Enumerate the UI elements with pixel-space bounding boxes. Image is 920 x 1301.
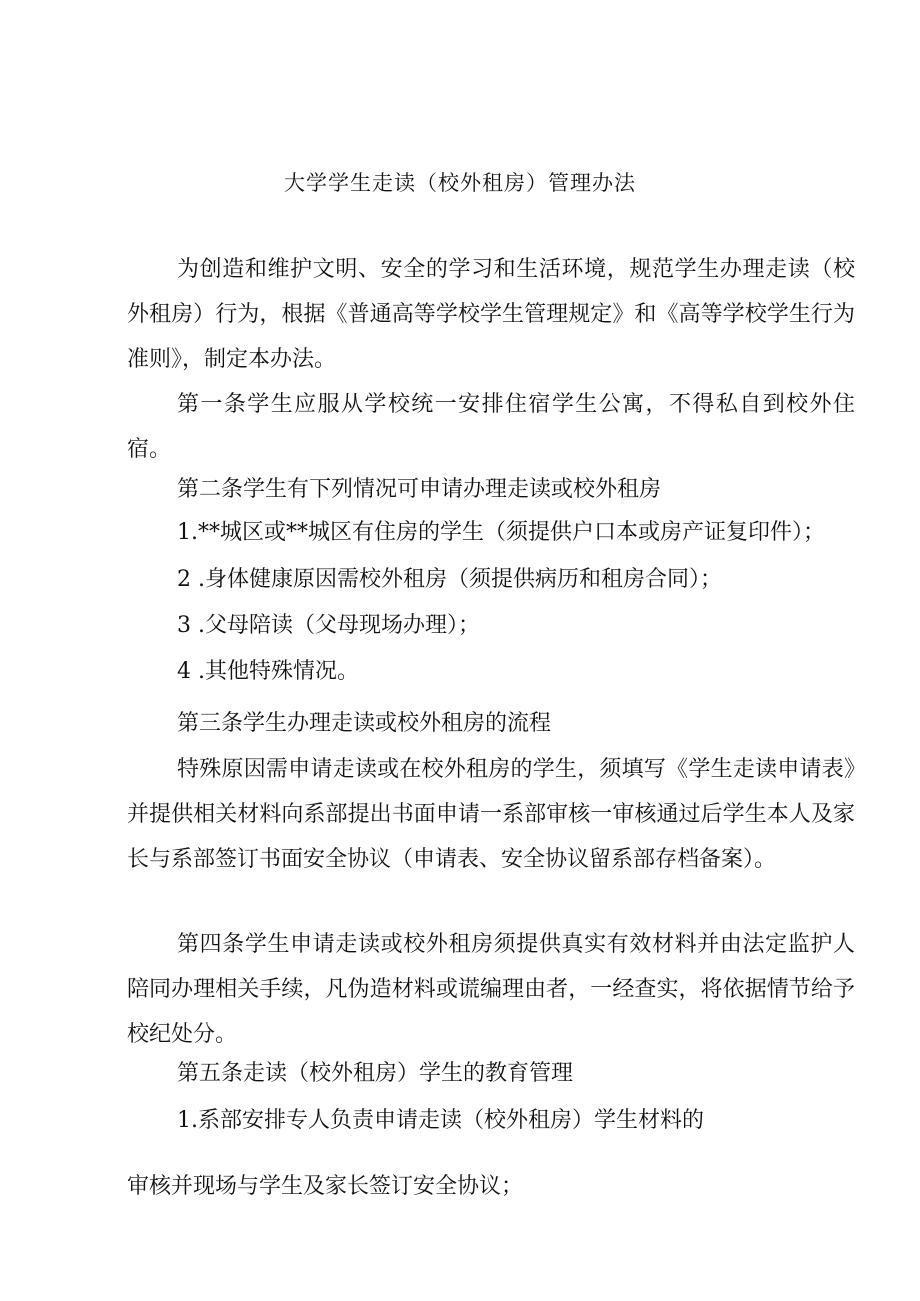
- article-2-item-3: 3 .父母陪读（父母现场办理）；: [177, 613, 480, 638]
- preamble-paragraph: 为创造和维护文明、安全的学习和生活环境，规范学生办理走读（校外租房）行为，根据《普通高等学校学生管理规定》和《高等学校学生行为准则》，制定本办法。: [127, 257, 855, 372]
- article-5-item-1-line-1: 1.系部安排专人负责申请走读（校外租房）学生材料的: [177, 1108, 704, 1133]
- article-1-paragraph: 第一条学生应服从学校统一安排住宿学生公寓，不得私自到校外住宿。: [127, 392, 855, 462]
- article-2-item-4: 4 .其他特殊情况。: [177, 659, 359, 684]
- article-3-heading: 第三条学生办理走读或校外租房的流程: [177, 711, 552, 736]
- article-5-heading: 第五条走读（校外租房）学生的教育管理: [177, 1061, 574, 1086]
- article-5-item-1-line-2: 审核并现场与学生及家长签订安全协议；: [127, 1174, 524, 1199]
- article-2-item-2: 2 .身体健康原因需校外租房（须提供病历和租房合同）；: [177, 567, 722, 592]
- document-title: 大学学生走读（校外租房）管理办法: [284, 171, 636, 195]
- article-3-paragraph: 特殊原因需申请走读或在校外租房的学生，须填写《学生走读申请表》并提供相关材料向系部提出书面申请一系部审核一审核通过后学生本人及家长与系部签订书面安全协议（申请表、安全协议留系部存档备案）。: [127, 757, 855, 872]
- article-2-item-1: 1.**城区或**城区有住房的学生（须提供户口本或房产证复印件）；: [177, 520, 825, 545]
- article-4-paragraph: 第四条学生申请走读或校外租房须提供真实有效材料并由法定监护人陪同办理相关手续，凡伪造材料或谎编理由者，一经查实，将依据情节给予校纪处分。: [127, 932, 855, 1047]
- article-2-heading: 第二条学生有下列情况可申请办理走读或校外租房: [177, 477, 662, 502]
